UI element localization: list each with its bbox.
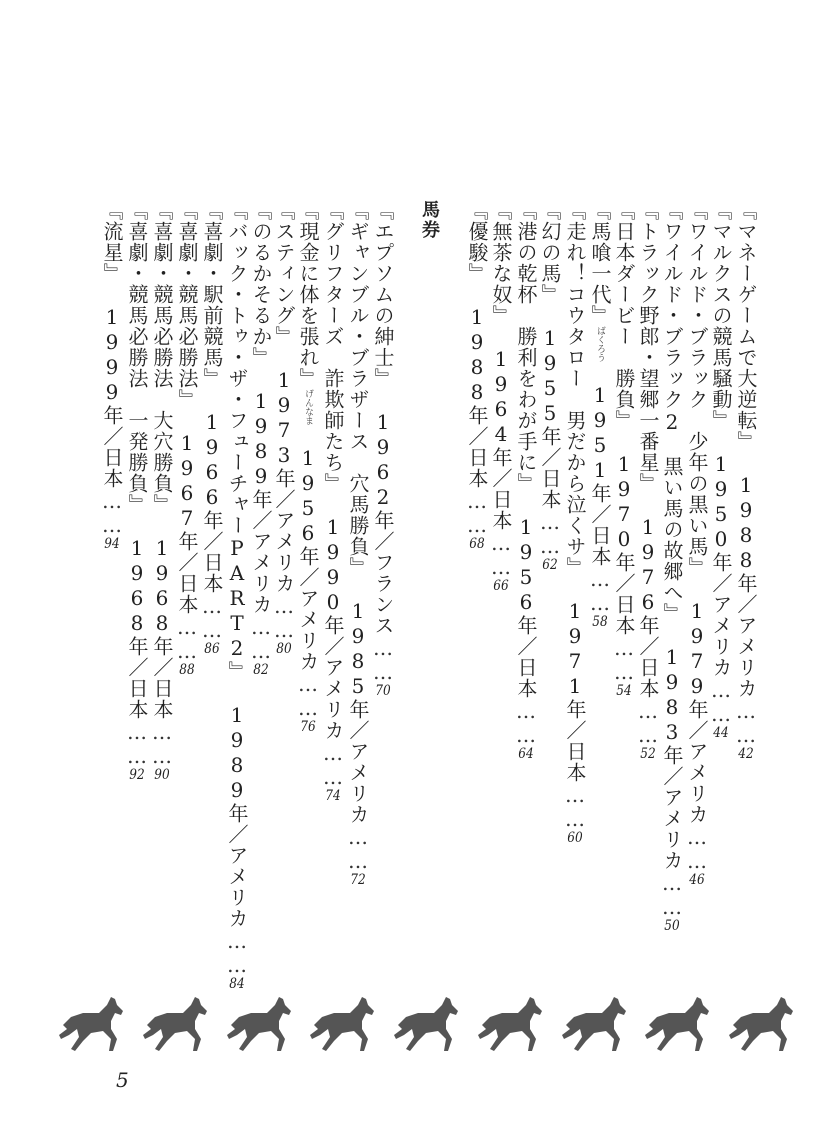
spacer <box>297 425 318 446</box>
toc-year-country: 1979年／アメリカ <box>685 599 709 825</box>
toc-page: 88 <box>179 663 195 677</box>
toc-leader: …… <box>588 567 612 615</box>
toc-year-country: 1971年／日本 <box>563 599 587 783</box>
toc-year-country: 1970年／日本 <box>612 452 636 636</box>
toc-title: 『無茶な奴』 <box>489 200 513 326</box>
toc-year-country: 1999年／日本 <box>100 305 124 489</box>
spacer <box>539 305 560 326</box>
section-heading: 馬券 <box>419 200 440 240</box>
toc-entry <box>466 200 487 551</box>
toc-page: 44 <box>713 726 729 740</box>
spacer <box>101 284 122 305</box>
toc-title: 『港の乾杯 勝利をわが手に』 <box>514 200 538 494</box>
toc-ruby: ばくろう <box>595 326 605 362</box>
spacer <box>226 682 247 703</box>
toc-year-country: 1983年／アメリカ <box>660 645 684 871</box>
toc-leader: …… <box>734 699 758 747</box>
toc-entry <box>661 200 682 933</box>
toc-entry <box>176 200 197 677</box>
toc-title: 『日本ダービー 勝負』 <box>612 200 636 431</box>
horse-icon <box>558 995 628 1055</box>
spacer <box>515 494 536 515</box>
toc-page: 60 <box>567 831 583 845</box>
toc-title: 『マネーゲームで大逆転』 <box>734 200 758 452</box>
toc-leader: …… <box>465 489 489 537</box>
spacer <box>201 389 222 410</box>
toc-leader: …… <box>685 825 709 873</box>
toc-title: 『マルクスの競馬騒動』 <box>709 200 733 431</box>
toc-year-country: 1989年／アメリカ <box>225 703 249 929</box>
toc-title: 『ワイルド・ブラック 少年の黒い馬』 <box>685 200 709 578</box>
toc-page: 94 <box>104 537 120 551</box>
toc-leader: …… <box>175 615 199 663</box>
horse-border <box>55 995 795 1060</box>
toc-entry <box>589 200 610 629</box>
toc-page: 92 <box>129 768 145 782</box>
spacer <box>126 515 147 536</box>
toc-leader: …… <box>346 825 370 873</box>
spacer <box>372 389 393 410</box>
toc-leader: …… <box>660 871 684 919</box>
toc-title: 『喜劇・競馬必勝法 一発勝負』 <box>125 200 149 515</box>
toc-entry <box>273 200 294 656</box>
toc-title: 『走れ！コウタロー 男だから泣くサ』 <box>563 200 587 578</box>
toc-page: 52 <box>640 747 656 761</box>
toc-title: 『バック・トゥ・ザ・フューチャーPART2』 <box>225 200 249 682</box>
toc-page: 68 <box>469 537 485 551</box>
spacer <box>176 410 197 431</box>
toc-year-country: 1968年／日本 <box>150 536 174 720</box>
toc-title: 『喜劇・駅前競馬』 <box>200 200 224 389</box>
toc-entry <box>151 200 172 782</box>
toc-page: 80 <box>276 642 292 656</box>
toc-entry <box>347 200 368 887</box>
horse-icon <box>306 995 376 1055</box>
toc-leader: …… <box>612 636 636 684</box>
toc-year-country: 1973年／アメリカ <box>272 368 296 594</box>
toc-leader: …… <box>514 699 538 747</box>
toc-title: 『スティング』 <box>272 200 296 347</box>
toc-leader: …… <box>249 615 273 663</box>
toc-entry <box>710 200 731 740</box>
spacer <box>564 578 585 599</box>
toc-year-country: 1968年／日本 <box>125 536 149 720</box>
spacer <box>347 578 368 599</box>
toc-entry <box>101 200 122 551</box>
toc-title: 『馬喰一代』 <box>588 200 612 326</box>
toc-year-country: 1956年／アメリカ <box>296 446 320 672</box>
toc-page: 58 <box>592 615 608 629</box>
toc-entry <box>126 200 147 782</box>
toc-page: 90 <box>154 768 170 782</box>
toc-page: 86 <box>204 642 220 656</box>
toc-year-country: 1967年／日本 <box>175 431 199 615</box>
spacer <box>686 578 707 599</box>
toc-year-country: 1988年／日本 <box>465 305 489 489</box>
toc-title: 『喜劇・競馬必勝法 大穴勝負』 <box>150 200 174 515</box>
toc-entry <box>490 200 511 593</box>
toc-entry <box>322 200 343 803</box>
toc-leader: …… <box>225 929 249 977</box>
toc-entry <box>250 200 271 677</box>
toc-entry <box>686 200 707 887</box>
toc-page: 66 <box>493 579 509 593</box>
toc-page: 64 <box>518 747 534 761</box>
toc-leader: …… <box>489 531 513 579</box>
toc-page: 70 <box>375 684 391 698</box>
horse-icon <box>474 995 544 1055</box>
toc-year-country: 1985年／アメリカ <box>346 599 370 825</box>
toc-title: 『現金に体を張れ』 <box>296 200 320 389</box>
toc-leader: …… <box>150 720 174 768</box>
spacer <box>490 326 511 347</box>
toc-year-country: 1955年／日本 <box>538 326 562 510</box>
spacer <box>322 494 343 515</box>
toc-page: 46 <box>689 873 705 887</box>
toc-page: 62 <box>542 558 558 572</box>
toc-leader: …… <box>125 720 149 768</box>
toc-leader: …… <box>100 489 124 537</box>
toc-page: 72 <box>350 873 366 887</box>
spacer <box>250 368 271 389</box>
toc-title: 『ワイルド・ブラック2 黒い馬の故郷へ』 <box>660 200 684 624</box>
horse-icon <box>139 995 209 1055</box>
toc-leader: …… <box>636 699 660 747</box>
toc-leader: …… <box>321 741 345 789</box>
toc-year-country: 1951年／日本 <box>588 383 612 567</box>
toc-leader: …… <box>563 783 587 831</box>
toc-leader: …… <box>371 636 395 684</box>
toc-year-country: 1962年／フランス <box>371 410 395 636</box>
toc-entry <box>515 200 536 761</box>
spacer <box>589 362 610 383</box>
toc-entry <box>637 200 658 761</box>
toc-year-country: 1988年／アメリカ <box>734 473 758 699</box>
toc-entry <box>226 200 247 991</box>
toc-year-country: 1956年／日本 <box>514 515 538 699</box>
toc-year-country: 1976年／日本 <box>636 515 660 699</box>
toc-leader: …… <box>538 510 562 558</box>
horse-icon <box>641 995 711 1055</box>
toc-year-country: 1990年／アメリカ <box>321 515 345 741</box>
toc-page: 54 <box>616 684 632 698</box>
spacer <box>613 431 634 452</box>
toc-title: 『優駿』 <box>465 200 489 284</box>
toc-entry <box>613 200 634 698</box>
toc-entry <box>539 200 560 572</box>
toc-title: 『のるかそるか』 <box>249 200 273 368</box>
toc-leader: …… <box>709 678 733 726</box>
toc-page: 42 <box>738 747 754 761</box>
toc-page: 74 <box>325 789 341 803</box>
toc-title: 『トラック野郎・望郷一番星』 <box>636 200 660 494</box>
toc-year-country: 1966年／日本 <box>200 410 224 594</box>
spacer <box>637 494 658 515</box>
spacer <box>273 347 294 368</box>
toc-entry <box>372 200 393 698</box>
toc-year-country: 1989年／アメリカ <box>249 389 273 615</box>
toc-page: 50 <box>664 919 680 933</box>
toc-title: 『エプソムの紳士』 <box>371 200 395 389</box>
toc-leader: …… <box>296 672 320 720</box>
toc-title: 『ギャンブル・ブラザース 穴馬勝負』 <box>346 200 370 578</box>
toc-year-country: 1964年／日本 <box>489 347 513 531</box>
toc-leader: …… <box>272 594 296 642</box>
toc-page: 76 <box>300 720 316 734</box>
toc-entry <box>201 200 222 656</box>
toc-ruby: げんなま <box>303 389 313 425</box>
spacer <box>466 284 487 305</box>
page-number: 5 <box>116 1068 129 1092</box>
toc-entry <box>564 200 585 845</box>
horse-icon <box>223 995 293 1055</box>
horse-icon <box>390 995 460 1055</box>
toc-leader: …… <box>200 594 224 642</box>
horse-icon <box>725 995 795 1055</box>
spacer <box>661 624 682 645</box>
toc-title: 『グリフターズ 詐欺師たち』 <box>321 200 345 494</box>
toc-entry <box>297 200 318 734</box>
toc-page: 84 <box>229 977 245 991</box>
toc-year-country: 1950年／アメリカ <box>709 452 733 678</box>
spacer <box>735 452 756 473</box>
toc-page: 82 <box>253 663 269 677</box>
toc-title: 『喜劇・競馬必勝法』 <box>175 200 199 410</box>
spacer <box>151 515 172 536</box>
spacer <box>710 431 731 452</box>
toc-title: 『流星』 <box>100 200 124 284</box>
toc-title: 『幻の馬』 <box>538 200 562 305</box>
horse-icon <box>55 995 125 1055</box>
toc-entry <box>735 200 756 761</box>
